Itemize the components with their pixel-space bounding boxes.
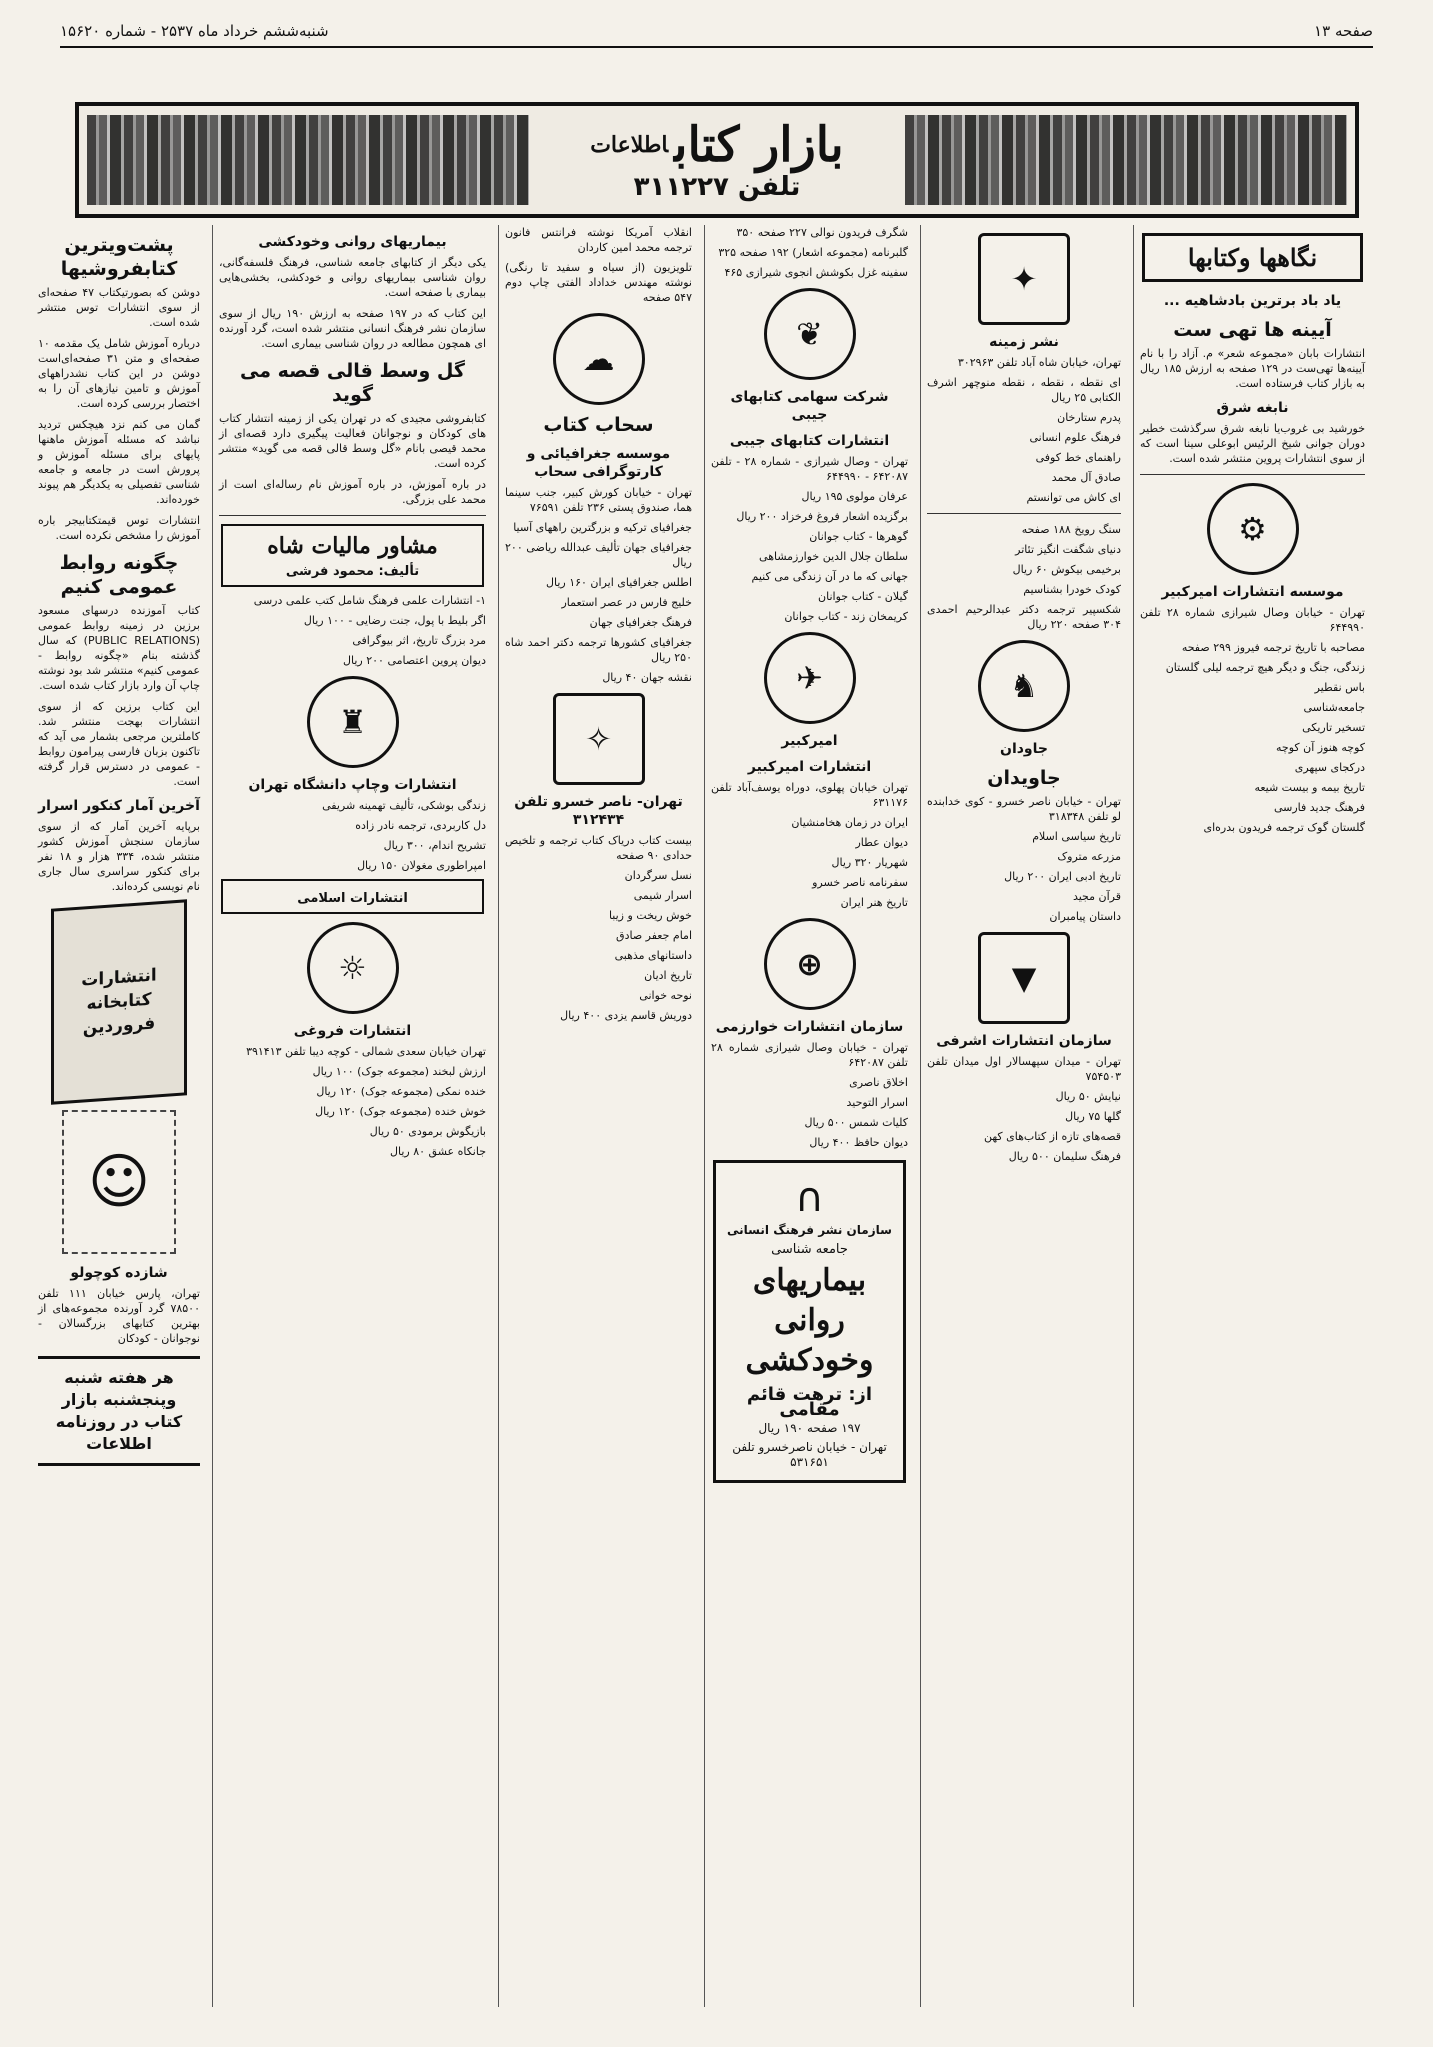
book-entry: تلویزیون (از سیاه و سفید تا رنگی) نوشته مهندس خداداد الفتی چاپ دوم ۵۴۷ صفحه — [505, 261, 692, 304]
running-header — [60, 16, 1373, 48]
ad-book-title: بیماریهای روانی وخودکشی — [745, 1263, 874, 1378]
book-entry: دیوان پروین اعتصامی ۲۰۰ ریال — [343, 654, 486, 667]
book-entry: کریمخان زند - کتاب جوانان — [784, 610, 908, 623]
book-entry: اگر بلیط با پول، جنت رضایی - ۱۰۰ ریال — [303, 614, 486, 627]
book-entry: فرهنگ جغرافیای جهان — [589, 616, 692, 629]
article-text: دوشن که بصورتیکتاب ۴۷ صفحه‌ای از سوی انتشارات توس منتشر شده است. — [38, 286, 200, 329]
page-number: صفحه ۱۳ — [1314, 22, 1373, 40]
emblem-logo-icon: ▼ — [978, 932, 1070, 1024]
publisher-name: امیرکبیر — [781, 733, 838, 749]
book-entry: زندگی، جنگ و دیگر هیچ ترجمه لیلی گلستان — [1165, 661, 1365, 674]
publisher-address: تهران- ناصر خسرو تلفن ۳۱۲۴۳۴ — [514, 794, 683, 828]
book-entry: پدرم ستارخان — [1057, 411, 1121, 424]
publisher-name: جاودان — [1000, 741, 1048, 757]
article-title: آخرین آمار کنکور اسرار — [38, 798, 200, 814]
book-entry: مزرعه متروک — [1057, 850, 1121, 863]
publisher-address: تهران خیابان پهلوی، دوراه یوسف‌آباد تلفن ۶۳۱۱۷۶ — [711, 781, 908, 809]
article-text: این کتاب برزین که از سوی انتشارات بهجت منتشر شد. کاملترین مرجعی بشمار می آید که تاکنون بزبان فارسی پیرامون روابط - عمومی در دسترس قرار گرفته است. — [38, 700, 200, 788]
publisher-ad-title: انتشارات فروغی — [293, 1023, 412, 1039]
column-views-and-books — [1133, 225, 1371, 2007]
column-behind-shop-windows — [32, 225, 206, 2007]
book-entry: ۱- انتشارات علمی فرهنگ شامل کتب علمی درسی — [253, 594, 486, 607]
tax-advisor-ad — [221, 524, 484, 587]
book-entry: نقشه جهان ۴۰ ریال — [602, 671, 692, 684]
book-entry: باس نقطیر — [1314, 681, 1365, 694]
publisher-logo-icon: ⊕ — [764, 918, 856, 1010]
article-text: در باره آموزش، در باره آموزش نام رساله‌ای است از محمد علی بزرگی. — [219, 478, 486, 506]
book-entry: تاریخ سیاسی اسلام — [1032, 830, 1121, 843]
book-entry: انقلاب آمریکا نوشته فرانتس فانون ترجمه محمد امین کاردان — [505, 226, 692, 254]
book-entry: مرد بزرگ تاریخ، اثر بیوگرافی — [352, 634, 486, 647]
ad-title: مشاور مالیات شاه — [267, 533, 438, 559]
book-entry: تاریخ ادبی ایران ۲۰۰ ریال — [1004, 870, 1121, 883]
article-title: نابغه شرق — [1216, 400, 1289, 416]
publisher-logo-icon: ✧ — [553, 693, 645, 785]
column-head: پشت‌ویترین کتابفروشیها — [60, 234, 178, 280]
ad-subtitle: تألیف: محمود فرشی — [285, 564, 420, 579]
banner-title — [537, 118, 897, 172]
book-entry: داستان پیامبران — [1049, 910, 1121, 923]
column-listings-b — [704, 225, 914, 2007]
book-entry: ارزش لبخند (مجموعه جوک) ۱۰۰ ریال — [312, 1065, 486, 1078]
book-entry: قصه‌های تازه از کتاب‌های کهن — [983, 1130, 1121, 1143]
book-entry: دوریش قاسم یزدی ۴۰۰ ریال — [560, 1009, 692, 1022]
publisher-logo-icon: ❦ — [764, 288, 856, 380]
column-listings-c — [498, 225, 698, 2007]
publisher-name: سحاب کتاب — [543, 414, 654, 436]
motorcycle-logo-icon: ⚙ — [1207, 483, 1299, 575]
banner-brand: اطلاعات — [590, 132, 669, 158]
quote: یاد باد برترین بادشاهیه ... — [1163, 293, 1342, 309]
weekly-promo: هر هفته شنبه وپنجشنبه بازار کتاب در روزنامه اطلاعات — [38, 1356, 200, 1466]
book-entry: سلطان جلال الدین خوارزمشاهی — [759, 550, 908, 563]
book-entry: عرفان مولوی ۱۹۵ ریال — [801, 490, 908, 503]
book-entry: اطلس جغرافیای ایران ۱۶۰ ریال — [545, 576, 692, 589]
publisher-address: تهران - خیابان وصال شیرازی شماره ۲۸ تلفن ۶۴۲۰۸۷ — [711, 1041, 908, 1069]
book-entry: شهریار ۳۲۰ ریال — [831, 856, 908, 869]
book-entry: کوچه هنوز آن کوچه — [1276, 741, 1365, 754]
book-entry: فرهنگ سلیمان ۵۰۰ ریال — [1008, 1150, 1121, 1163]
column-head: نگاهها وکتابها — [1142, 233, 1363, 282]
banner-title-block — [537, 118, 897, 202]
book-entry: کودک خودرا بشناسیم — [1023, 583, 1121, 596]
publisher-address: تهران - میدان سپهسالار اول میدان تلفن ۷۵۴۵۰۳ — [927, 1055, 1121, 1083]
publisher-ad-title: جاویدان — [987, 767, 1061, 789]
publisher-ad-title: انتشارات کتابهای جیبی — [729, 433, 890, 449]
publisher-name: سازمان انتشارات اشرفی — [936, 1033, 1112, 1049]
publisher-name: نشر زمینه — [989, 334, 1059, 350]
article-title: گل وسط قالی قصه می گوید — [240, 360, 465, 406]
book-entry: صادق آل محمد — [1051, 471, 1121, 484]
book-entry: گیلان - کتاب جوانان — [818, 590, 908, 603]
ad-author: از: ترهت قائم مقامی — [746, 1384, 873, 1420]
book-entry: خنده نمکی (مجموعه جوک) ۱۲۰ ریال — [316, 1085, 486, 1098]
book-entry: ای نقطه ، نقطه ، نقطه منوچهر اشرف الکتابی ۲۵ ریال — [927, 376, 1121, 404]
publisher-address: تهران - خیابان ناصر خسرو - کوی خدابنده لو تلفن ۳۱۸۳۴۸ — [927, 795, 1121, 823]
illustration-caption: شازده کوچولو — [70, 1265, 168, 1281]
publisher-name: سازمان انتشارات خوارزمی — [715, 1019, 904, 1035]
book-entry: خوش خنده (مجموعه جوک) ۱۲۰ ریال — [315, 1105, 486, 1118]
publisher-name: شرکت سهامی کتابهای جیبی — [730, 389, 889, 423]
banner-title-text: بازار کتاب — [674, 117, 844, 173]
book-entry: گلستان گوک ترجمه فریدون بدره‌ای — [1203, 821, 1365, 834]
book-entry: بازیگوش برمودی ۵۰ ریال — [369, 1125, 486, 1138]
dateline: شنبه‌ششم خرداد ماه ۲۵۳۷ - شماره ۱۵۶۲۰ — [60, 22, 329, 40]
book-cover-illustration: انتشارات کتابخانه فروردین — [51, 899, 187, 1105]
publisher-logo-icon: ☼ — [307, 922, 399, 1014]
book-entry: داستانهای مذهبی — [614, 949, 692, 962]
publisher-logo-icon: ✦ — [978, 233, 1070, 325]
book-entry: جغرافیای جهان تألیف عبدالله ریاضی ۲۰۰ ریال — [505, 541, 692, 569]
sahab-logo-icon: ☁ — [553, 313, 645, 405]
book-entry: دنیای شگفت انگیز تئاتر — [1015, 543, 1121, 556]
book-entry: سنگ رویخ ۱۸۸ صفحه — [1021, 523, 1121, 536]
book-entry: جهانی که ما در آن زندگی می کنیم — [751, 570, 908, 583]
book-entry: اخلاق ناصری — [849, 1076, 908, 1089]
article-text: برپایه آخرین آمار که از سوی سازمان سنجش آموزش کشور منتشر شده، ۳۳۴ هزار و ۱۸ نفر برای کنکور سراسری سال جاری نام نویسی کرده‌اند. — [38, 820, 200, 893]
columns — [38, 225, 1371, 2007]
book-entry: اسرار شیمی — [633, 889, 692, 902]
publisher-address: تهران - وصال شیرازی - شماره ۲۸ - تلفن ۶۴۲۰۸۷ - ۶۴۴۹۹۰ — [711, 455, 908, 483]
book-entry: راهنمای خط کوفی — [1035, 451, 1121, 464]
book-entry: سفرنامه ناصر خسرو — [812, 876, 908, 889]
book-entry: شکسپیر ترجمه دکتر عبدالرحیم احمدی ۳۰۴ صفحه ۲۲۰ ریال — [927, 603, 1121, 631]
book-entry: دیوان عطار — [855, 836, 908, 849]
book-entry: گلها ۷۵ ریال — [1065, 1110, 1121, 1123]
article-title: آیینه ها تهی ست — [1173, 319, 1332, 341]
article-title: بیماریهای روانی وخودکشی — [258, 234, 447, 250]
book-entry: برگزیده اشعار فروغ فرخزاد ۲۰۰ ریال — [736, 510, 908, 523]
ad-subject: جامعه شناسی — [771, 1242, 848, 1257]
book-entry: امپراطوری مغولان ۱۵۰ ریال — [357, 859, 486, 872]
ad-price: ۱۹۷ صفحه ۱۹۰ ریال — [758, 1421, 861, 1435]
book-entry: خوش ریخت و زیبا — [608, 909, 692, 922]
book-entry: جانکاه عشق ۸۰ ریال — [390, 1145, 486, 1158]
book-entry: امام جعفر صادق — [616, 929, 692, 942]
article-text: کتاب آموزنده درسهای مسعود برزین در زمینه روابط عمومی (PUBLIC RELATIONS) که سال گذشته بنام «چگونه روابط - عمومی کنیم» منتشر شد بود نوشته چاپ آن وارد بازار کتاب شده است. — [38, 604, 200, 692]
publisher-address: تهران، خیابان شاه آباد تلفن ۳۰۲۹۶۳ — [957, 356, 1121, 369]
book-entry: ایران در زمان هخامنشیان — [791, 816, 908, 829]
divider — [927, 513, 1121, 514]
column-articles — [212, 225, 492, 2007]
book-entry: کلیات شمس ۵۰۰ ریال — [804, 1116, 908, 1129]
book-entry: زندگی بوشکی، تألیف تهمینه شریفی — [322, 799, 486, 812]
university-logo-icon: ♜ — [307, 676, 399, 768]
article-title: چگونه روابط عمومی کنیم — [59, 552, 179, 598]
book-entry: نوحه خوانی — [639, 989, 692, 1002]
book-entry: دیوان حافظ ۴۰۰ ریال — [809, 1136, 908, 1149]
article-text: انتشارات بابان «مجموعه شعر» م. آزاد را با نام آیینه‌ها تهی‌ست در ۱۲۹ صفحه به ارزش ۱۸۵ ریال به بازار کتاب فرستاده است. — [1140, 347, 1365, 390]
book-entry: درکجای سپهری — [1294, 761, 1365, 774]
divider — [219, 515, 486, 516]
book-entry: جغرافیای کشورها ترجمه دکتر احمد شاه ۲۵۰ ریال — [505, 636, 692, 664]
section-banner — [75, 102, 1359, 218]
horseshoe-logo-icon: ∩ — [794, 1175, 825, 1221]
book-entry: جغرافیای ترکیه و بزرگترین راههای آسیا — [513, 521, 692, 534]
article-text: این کتاب که در ۱۹۷ صفحه به ارزش ۱۹۰ ریال از سوی سازمان نشر فرهنگ انسانی منتشر شده است، گرد آورنده ای همچون مطالعه در روان شناسی بیماری است. — [219, 307, 486, 350]
book-entry: گلبرنامه (مجموعه اشعار) ۱۹۲ صفحه ۳۲۵ — [718, 246, 908, 259]
publisher-name: انتشارات وچاپ دانشگاه تهران — [248, 777, 457, 793]
book-entry: تاریخ هنر ایران — [840, 896, 908, 909]
book-entry: سفینه غزل بکوشش انجوی شیرازی ۴۶۵ — [724, 266, 908, 279]
book-entry: خلیج فارس در عصر استعمار — [561, 596, 692, 609]
shop-address: تهران، پارس خیابان ۱۱۱ تلفن ۷۸۵۰۰ گرد آورنده مجموعه‌های از بهترین کتابهای بزرگسالان - نوجوانان - کودکان — [38, 1287, 200, 1345]
publisher-address: تهران - خیابان وصال شیرازی شماره ۲۸ تلفن ۶۴۴۹۹۰ — [1140, 606, 1365, 634]
ad-address: تهران - خیابان ناصرخسرو تلفن ۵۳۱۶۵۱ — [732, 1440, 887, 1469]
publisher-ad-title: موسسه جغرافیائی و کارتوگرافی سحاب — [526, 446, 671, 480]
book-entry: تسخیر تاریکی — [1302, 721, 1365, 734]
article-text: گمان می کنم نزد هیچکس تردید نباشد که مسئله آموزش ماهنها پایهای برای مسئله آموزش و پرورش است در جامعه و جامعه شناسی تفصیلی به یکدیگر هم پیوند خورده‌اند. — [38, 418, 200, 506]
book-entry: نسل سرگردان — [624, 869, 692, 882]
bird-logo-icon: ✈ — [764, 632, 856, 724]
book-entry: جامعه‌شناسی — [1303, 701, 1365, 714]
article-text: انتشارات توس قیمتکتابیجر باره آموزش را مشخص نکرده است. — [38, 514, 200, 542]
article-text: خورشید بی غروب‌یا نابغه شرق سرگذشت خطیر دوران جوانی شیخ الرئیس ابوعلی سینا است که از سوی انتشارات پروین منتشر شده است. — [1140, 422, 1365, 465]
little-prince-illustration-icon: ☺ — [62, 1110, 176, 1254]
article-text: درباره آموزش شامل یک مقدمه ۱۰ صفحه‌ای و متن ۳۱ صفحه‌ای‌است‌ دوشن‌ در این کتاب نشدراههای آموزش و تامین نیازهای آن را به اختصار بررسی کرده است. — [38, 337, 200, 410]
ad-org: سازمان نشر فرهنگ انسانی — [727, 1223, 892, 1237]
book-entry: فرهنگ علوم انسانی — [1029, 431, 1121, 444]
book-entry: مصاحبه با تاریخ ترجمه فیروز ۲۹۹ صفحه — [1181, 641, 1365, 654]
publisher-ad-title: موسسه انتشارات امیرکبیر — [1161, 584, 1344, 600]
publisher-ad-title: انتشارات امیرکبیر — [747, 759, 872, 775]
column-listings-a — [920, 225, 1127, 2007]
book-entry: تاریخ بیمه و بیست شیعه — [1254, 781, 1365, 794]
book-entry: گوهرها - کتاب جوانان — [809, 530, 908, 543]
book-entry: تشریح اندام، ۳۰۰ ریال — [383, 839, 486, 852]
bookshelf-image — [87, 115, 529, 205]
book-entry: بیست کتاب دریاک کتاب ترجمه و تلخیص حدادی ۹۰ صفحه — [505, 834, 692, 862]
book-entry: فرهنگ جدید فارسی — [1273, 801, 1365, 814]
bookshelf-image — [905, 115, 1347, 205]
book-entry: اسرار التوحید — [846, 1096, 908, 1109]
publisher-address: تهران - خیابان کورش کبیر، جنب سینما هما، صندوق پستی ۲۳۶ تلفن ۷۶۵۹۱ — [505, 486, 692, 514]
book-entry: شگرف فریدون نوالی ۲۲۷ صفحه ۳۵۰ — [736, 226, 908, 239]
banner-phone: تلفن ۳۱۱۲۲۷ — [633, 172, 801, 202]
book-entry: برخیمی بیکوش ۶۰ ریال — [1012, 563, 1121, 576]
featured-book-ad — [713, 1160, 906, 1483]
book-entry: نیایش ۵۰ ریال — [1055, 1090, 1121, 1103]
book-entry: دل کاربردی، ترجمه نادر زاده — [355, 819, 486, 832]
publisher-address: تهران خیابان سعدی شمالی - کوچه دیبا تلفن ۳۹۱۴۱۳ — [246, 1045, 486, 1058]
publisher-ad — [221, 879, 484, 914]
figure-logo-icon: ♞ — [978, 640, 1070, 732]
article-text: کتابفروشی مجیدی که در تهران یکی از زمینه انتشار کتاب های کودکان و نوجوانان فعالیت پیگیری دارد قصه‌ای از محمد قیصی بانام «گل وسط قالی قصه می گوید» منتشر کرده است. — [219, 412, 486, 470]
book-entry: تاریخ ادیان — [644, 969, 692, 982]
ad-title: انتشارات اسلامی — [297, 891, 408, 906]
article-text: یکی دیگر از کتابهای جامعه شناسی، فرهنگ فلسفه‌گانی، روان شناسی بیماریهای روانی و خودکشی، بخشی‌هایی بیماری با صفحه است. — [219, 256, 486, 299]
book-entry: ای کاش می توانستم — [1026, 491, 1121, 504]
book-entry: قرآن مجید — [1072, 890, 1121, 903]
divider — [1140, 474, 1365, 475]
